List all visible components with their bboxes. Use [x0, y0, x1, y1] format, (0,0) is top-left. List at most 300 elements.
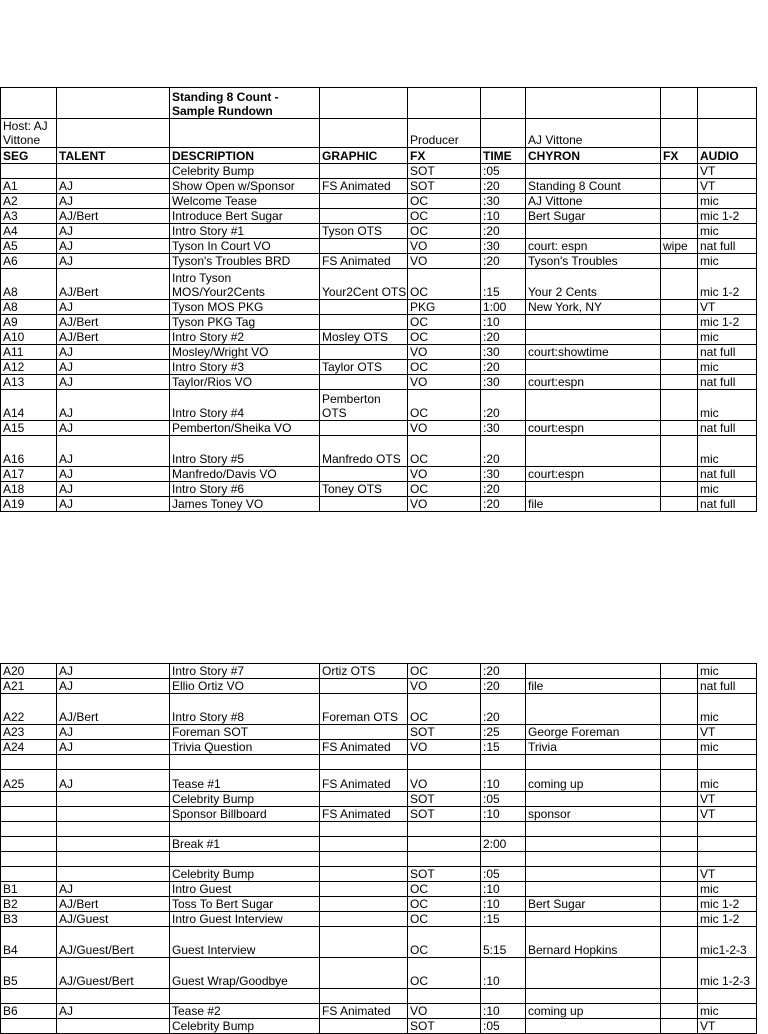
cell-talent: AJ/Bert	[57, 694, 170, 725]
cell-fx2	[661, 664, 698, 679]
cell-talent	[57, 822, 170, 837]
cell-talent: AJ	[57, 664, 170, 679]
cell-chyron	[526, 360, 661, 375]
cell-audio: VT	[698, 300, 757, 315]
cell-fx2	[661, 269, 698, 300]
cell-talent: AJ	[57, 375, 170, 390]
cell-fx: OC	[408, 330, 481, 345]
table-row	[1, 300, 757, 315]
cell-graphic: FS Animated	[320, 807, 408, 822]
cell-chyron	[526, 837, 661, 852]
cell-fx: SOT	[408, 867, 481, 882]
cell-time	[481, 119, 526, 148]
cell-fx2	[661, 88, 698, 119]
table-row	[1, 345, 757, 360]
cell-graphic	[320, 88, 408, 119]
cell-audio: mic	[698, 1004, 757, 1019]
cell-audio: nat full	[698, 497, 757, 512]
cell-description: Show Open w/Sponsor	[170, 179, 320, 194]
cell-time: :15	[481, 740, 526, 755]
cell-description: Intro Story #1	[170, 224, 320, 239]
cell-graphic	[320, 194, 408, 209]
cell-fx2	[661, 897, 698, 912]
cell-fx	[408, 755, 481, 770]
cell-fx2	[661, 467, 698, 482]
table-row	[1, 390, 757, 421]
cell-audio: nat full	[698, 375, 757, 390]
table-row	[1, 770, 757, 792]
cell-audio: VT	[698, 792, 757, 807]
cell-time: :05	[481, 164, 526, 179]
cell-talent: AJ	[57, 882, 170, 897]
cell-talent	[57, 852, 170, 867]
cell-graphic	[320, 239, 408, 254]
cell-audio: mic	[698, 360, 757, 375]
cell-fx: VO	[408, 1004, 481, 1019]
cell-chyron: court:espn	[526, 467, 661, 482]
table-row	[1, 740, 757, 755]
cell-graphic	[320, 725, 408, 740]
cell-talent: AJ	[57, 497, 170, 512]
cell-graphic	[320, 421, 408, 436]
cell-description: Guest Wrap/Goodbye	[170, 958, 320, 989]
cell-fx: VO	[408, 239, 481, 254]
cell-description: Taylor/Rios VO	[170, 375, 320, 390]
cell-time	[481, 755, 526, 770]
cell-description	[170, 755, 320, 770]
cell-time: :15	[481, 912, 526, 927]
cell-chyron: Your 2 Cents	[526, 269, 661, 300]
cell-audio: mic1-2-3	[698, 927, 757, 958]
cell-chyron: court:espn	[526, 421, 661, 436]
cell-description: Celebrity Bump	[170, 792, 320, 807]
table-row	[1, 1019, 757, 1034]
cell-audio: nat full	[698, 467, 757, 482]
cell-audio: mic 1-2-3	[698, 958, 757, 989]
cell-talent: AJ/Guest/Bert	[57, 927, 170, 958]
cell-chyron	[526, 436, 661, 467]
cell-seg	[1, 807, 57, 822]
cell-fx: SOT	[408, 792, 481, 807]
cell-seg: B6	[1, 1004, 57, 1019]
cell-time: 5:15	[481, 927, 526, 958]
cell-fx: OC	[408, 927, 481, 958]
cell-talent: AJ	[57, 740, 170, 755]
cell-seg: SEG	[1, 148, 57, 164]
cell-talent: AJ	[57, 390, 170, 421]
table-row	[1, 482, 757, 497]
cell-chyron	[526, 1019, 661, 1034]
cell-chyron	[526, 755, 661, 770]
cell-description: Tyson In Court VO	[170, 239, 320, 254]
cell-fx: SOT	[408, 807, 481, 822]
table-row	[1, 360, 757, 375]
cell-chyron: Trivia	[526, 740, 661, 755]
cell-graphic	[320, 837, 408, 852]
cell-fx2	[661, 852, 698, 867]
cell-chyron: Standing 8 Count	[526, 179, 661, 194]
cell-audio: mic	[698, 482, 757, 497]
cell-seg	[1, 164, 57, 179]
cell-talent: AJ	[57, 224, 170, 239]
table-row	[1, 209, 757, 224]
cell-time: :20	[481, 497, 526, 512]
cell-chyron	[526, 852, 661, 867]
cell-chyron: court:showtime	[526, 345, 661, 360]
cell-description: Welcome Tease	[170, 194, 320, 209]
cell-seg	[1, 88, 57, 119]
cell-graphic: FS Animated	[320, 740, 408, 755]
cell-chyron: AJ Vittone	[526, 119, 661, 148]
cell-fx: VO	[408, 770, 481, 792]
table-row	[1, 254, 757, 269]
cell-audio: mic 1-2	[698, 209, 757, 224]
cell-talent: AJ	[57, 360, 170, 375]
cell-seg: Host: AJ Vittone	[1, 119, 57, 148]
header-row	[1, 148, 757, 164]
cell-talent: AJ	[57, 254, 170, 269]
cell-chyron	[526, 224, 661, 239]
cell-audio: VT	[698, 867, 757, 882]
cell-time: :10	[481, 770, 526, 792]
cell-graphic: Toney OTS	[320, 482, 408, 497]
cell-fx2	[661, 360, 698, 375]
cell-description: Celebrity Bump	[170, 867, 320, 882]
cell-description: Foreman SOT	[170, 725, 320, 740]
cell-graphic: GRAPHIC	[320, 148, 408, 164]
cell-seg: A21	[1, 679, 57, 694]
cell-seg: A16	[1, 436, 57, 467]
cell-description: Intro Story #5	[170, 436, 320, 467]
cell-graphic: FS Animated	[320, 179, 408, 194]
cell-seg: B5	[1, 958, 57, 989]
cell-time: :05	[481, 867, 526, 882]
cell-fx	[408, 852, 481, 867]
cell-description: Sponsor Billboard	[170, 807, 320, 822]
cell-graphic	[320, 755, 408, 770]
cell-audio: nat full	[698, 679, 757, 694]
cell-seg: A3	[1, 209, 57, 224]
table-row	[1, 755, 757, 770]
cell-graphic	[320, 792, 408, 807]
cell-chyron: Bert Sugar	[526, 897, 661, 912]
cell-seg: A9	[1, 315, 57, 330]
cell-time: :25	[481, 725, 526, 740]
cell-graphic	[320, 119, 408, 148]
cell-seg: A24	[1, 740, 57, 755]
table-row	[1, 467, 757, 482]
cell-fx: OC	[408, 694, 481, 725]
cell-time	[481, 989, 526, 1004]
cell-talent: AJ	[57, 194, 170, 209]
table-row	[1, 792, 757, 807]
cell-talent	[57, 792, 170, 807]
cell-description: Intro Tyson MOS/Your2Cents	[170, 269, 320, 300]
cell-description: DESCRIPTION	[170, 148, 320, 164]
cell-fx: SOT	[408, 164, 481, 179]
cell-fx: OC	[408, 315, 481, 330]
cell-seg	[1, 822, 57, 837]
cell-talent: AJ/Bert	[57, 209, 170, 224]
cell-seg: A23	[1, 725, 57, 740]
cell-fx2	[661, 375, 698, 390]
cell-fx: OC	[408, 912, 481, 927]
table-row	[1, 1004, 757, 1019]
table-row	[1, 912, 757, 927]
cell-time: :10	[481, 897, 526, 912]
cell-graphic	[320, 345, 408, 360]
cell-fx2	[661, 224, 698, 239]
cell-chyron	[526, 482, 661, 497]
cell-audio: VT	[698, 164, 757, 179]
cell-chyron: sponsor	[526, 807, 661, 822]
cell-talent: AJ	[57, 725, 170, 740]
cell-talent	[57, 164, 170, 179]
cell-time: :10	[481, 882, 526, 897]
header-row	[1, 119, 757, 148]
table-row	[1, 807, 757, 822]
cell-graphic: FS Animated	[320, 770, 408, 792]
cell-time: :30	[481, 239, 526, 254]
cell-time: :20	[481, 330, 526, 345]
cell-talent: AJ	[57, 482, 170, 497]
table-row	[1, 164, 757, 179]
table-row	[1, 867, 757, 882]
cell-audio: mic 1-2	[698, 269, 757, 300]
cell-fx2	[661, 679, 698, 694]
cell-seg: B4	[1, 927, 57, 958]
cell-time: :10	[481, 1004, 526, 1019]
cell-fx2	[661, 770, 698, 792]
cell-seg	[1, 792, 57, 807]
cell-fx	[408, 837, 481, 852]
cell-fx: VO	[408, 679, 481, 694]
cell-time	[481, 822, 526, 837]
cell-description: Tyson's Troubles BRD	[170, 254, 320, 269]
cell-description: James Toney VO	[170, 497, 320, 512]
cell-fx2	[661, 989, 698, 1004]
cell-time: :30	[481, 194, 526, 209]
cell-time: :20	[481, 694, 526, 725]
cell-fx: OC	[408, 360, 481, 375]
cell-time: :10	[481, 209, 526, 224]
cell-description: Intro Story #7	[170, 664, 320, 679]
cell-seg: A8	[1, 269, 57, 300]
cell-chyron	[526, 822, 661, 837]
cell-description: Guest Interview	[170, 927, 320, 958]
cell-chyron: file	[526, 679, 661, 694]
cell-fx: SOT	[408, 179, 481, 194]
cell-chyron	[526, 315, 661, 330]
cell-talent: AJ	[57, 770, 170, 792]
cell-time: :05	[481, 1019, 526, 1034]
table-row	[1, 725, 757, 740]
cell-talent	[57, 989, 170, 1004]
cell-seg: B1	[1, 882, 57, 897]
cell-chyron: court:espn	[526, 375, 661, 390]
cell-description: Standing 8 Count - Sample Rundown	[170, 88, 320, 119]
cell-audio: mic	[698, 390, 757, 421]
cell-time: :15	[481, 269, 526, 300]
cell-fx2	[661, 209, 698, 224]
cell-talent	[57, 837, 170, 852]
cell-seg: A5	[1, 239, 57, 254]
cell-seg: A12	[1, 360, 57, 375]
cell-fx: VO	[408, 497, 481, 512]
table-row	[1, 224, 757, 239]
cell-description: Intro Story #4	[170, 390, 320, 421]
table-row	[1, 421, 757, 436]
table-row	[1, 239, 757, 254]
cell-talent: AJ/Bert	[57, 269, 170, 300]
cell-time: :30	[481, 375, 526, 390]
cell-audio: VT	[698, 1019, 757, 1034]
cell-fx: SOT	[408, 725, 481, 740]
cell-audio: AUDIO	[698, 148, 757, 164]
cell-graphic	[320, 897, 408, 912]
cell-description: Tyson MOS PKG	[170, 300, 320, 315]
cell-audio: nat full	[698, 345, 757, 360]
cell-audio: mic	[698, 694, 757, 725]
cell-graphic	[320, 989, 408, 1004]
cell-fx: VO	[408, 421, 481, 436]
cell-graphic	[320, 300, 408, 315]
cell-description: Intro Story #8	[170, 694, 320, 725]
cell-time: :20	[481, 224, 526, 239]
cell-description: Intro Story #2	[170, 330, 320, 345]
cell-graphic	[320, 375, 408, 390]
cell-fx2	[661, 867, 698, 882]
table-row	[1, 927, 757, 958]
cell-audio: mic 1-2	[698, 912, 757, 927]
cell-description: Tyson PKG Tag	[170, 315, 320, 330]
cell-fx2	[661, 390, 698, 421]
cell-audio: mic	[698, 254, 757, 269]
cell-audio	[698, 755, 757, 770]
cell-talent: AJ	[57, 436, 170, 467]
cell-time: :20	[481, 254, 526, 269]
cell-fx2: FX	[661, 148, 698, 164]
cell-fx2	[661, 482, 698, 497]
cell-audio	[698, 837, 757, 852]
cell-description	[170, 852, 320, 867]
table-row	[1, 958, 757, 989]
cell-audio: nat full	[698, 239, 757, 254]
cell-fx: OC	[408, 390, 481, 421]
cell-talent	[57, 1019, 170, 1034]
cell-fx2	[661, 1019, 698, 1034]
cell-talent: AJ	[57, 421, 170, 436]
cell-fx: OC	[408, 269, 481, 300]
cell-time: :20	[481, 482, 526, 497]
cell-description: Intro Guest	[170, 882, 320, 897]
cell-seg: A18	[1, 482, 57, 497]
cell-time: 2:00	[481, 837, 526, 852]
cell-time: :30	[481, 345, 526, 360]
cell-talent: AJ/Guest/Bert	[57, 958, 170, 989]
cell-chyron: Bernard Hopkins	[526, 927, 661, 958]
cell-time: 1:00	[481, 300, 526, 315]
cell-fx: OC	[408, 194, 481, 209]
cell-seg: A11	[1, 345, 57, 360]
cell-chyron: Bert Sugar	[526, 209, 661, 224]
cell-seg: A13	[1, 375, 57, 390]
cell-talent: AJ/Bert	[57, 330, 170, 345]
table-row	[1, 664, 757, 679]
cell-description: Toss To Bert Sugar	[170, 897, 320, 912]
cell-fx2	[661, 194, 698, 209]
cell-audio	[698, 88, 757, 119]
cell-chyron	[526, 912, 661, 927]
cell-talent: TALENT	[57, 148, 170, 164]
cell-seg: A6	[1, 254, 57, 269]
cell-audio: VT	[698, 725, 757, 740]
cell-chyron: Tyson's Troubles	[526, 254, 661, 269]
cell-graphic	[320, 822, 408, 837]
cell-chyron	[526, 958, 661, 989]
cell-seg: A25	[1, 770, 57, 792]
cell-fx	[408, 822, 481, 837]
cell-time: :20	[481, 360, 526, 375]
cell-audio: mic	[698, 882, 757, 897]
cell-fx2	[661, 119, 698, 148]
cell-graphic	[320, 497, 408, 512]
cell-time: :30	[481, 467, 526, 482]
cell-graphic	[320, 467, 408, 482]
table-row	[1, 436, 757, 467]
cell-fx2	[661, 1004, 698, 1019]
cell-graphic: Tyson OTS	[320, 224, 408, 239]
cell-graphic: Foreman OTS	[320, 694, 408, 725]
cell-time: :30	[481, 421, 526, 436]
cell-fx	[408, 989, 481, 1004]
cell-fx2	[661, 254, 698, 269]
table-row	[1, 330, 757, 345]
cell-fx2	[661, 497, 698, 512]
table-row	[1, 989, 757, 1004]
cell-seg: A8	[1, 300, 57, 315]
cell-talent: AJ	[57, 345, 170, 360]
cell-seg: B2	[1, 897, 57, 912]
cell-seg: A2	[1, 194, 57, 209]
cell-fx: OC	[408, 897, 481, 912]
cell-time: :20	[481, 679, 526, 694]
cell-time: :20	[481, 390, 526, 421]
cell-description: Intro Guest Interview	[170, 912, 320, 927]
cell-talent: AJ/Bert	[57, 315, 170, 330]
cell-fx: VO	[408, 467, 481, 482]
cell-talent: AJ	[57, 300, 170, 315]
cell-fx: VO	[408, 740, 481, 755]
cell-fx2	[661, 421, 698, 436]
cell-seg	[1, 867, 57, 882]
cell-chyron	[526, 882, 661, 897]
cell-audio: mic	[698, 224, 757, 239]
cell-fx2	[661, 330, 698, 345]
cell-graphic	[320, 958, 408, 989]
cell-fx: VO	[408, 345, 481, 360]
cell-seg	[1, 837, 57, 852]
cell-audio: mic	[698, 740, 757, 755]
cell-description	[170, 822, 320, 837]
cell-time: :20	[481, 664, 526, 679]
cell-graphic: Pemberton OTS	[320, 390, 408, 421]
cell-audio: VT	[698, 179, 757, 194]
cell-talent: AJ/Bert	[57, 897, 170, 912]
cell-fx2	[661, 882, 698, 897]
table-row	[1, 694, 757, 725]
cell-description: Tease #2	[170, 1004, 320, 1019]
